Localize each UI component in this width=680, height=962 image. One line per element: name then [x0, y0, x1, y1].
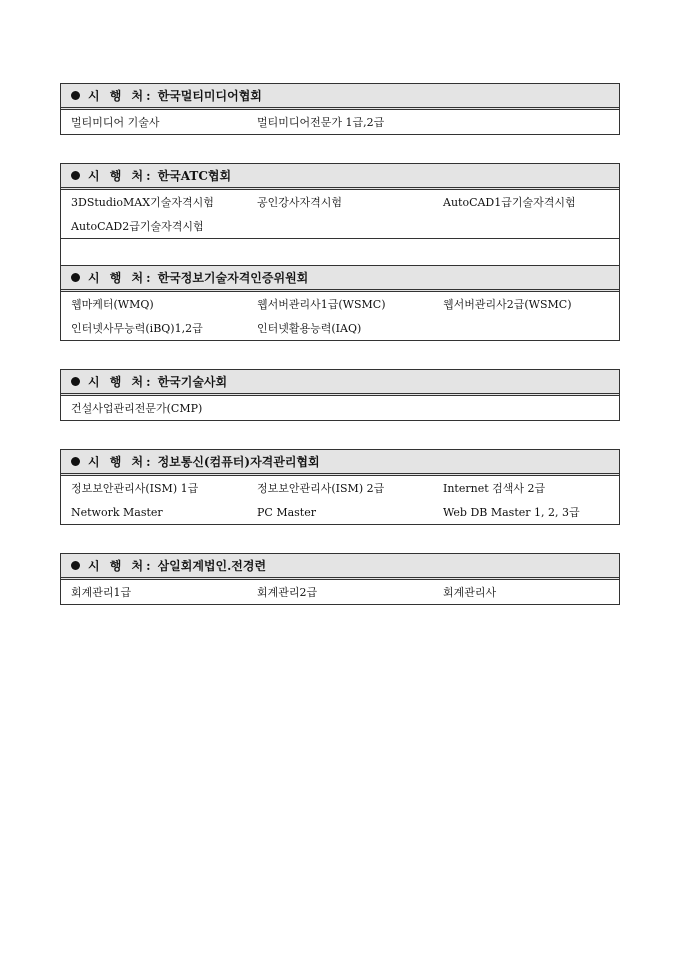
table-cell: AutoCAD1급기술자격시험 [443, 196, 576, 209]
org-name: 한국ATC협회 [157, 169, 232, 183]
table-cell: 회계관리1급 [71, 586, 132, 599]
table-cell: 멀티미디어 기술사 [71, 116, 160, 129]
table-cell: 인터넷활용능력(IAQ) [257, 322, 362, 335]
table-cell: 건설사업관리전문가(CMP) [71, 402, 203, 415]
org-name: 한국정보기술자격인증위원회 [157, 271, 309, 285]
section-block [60, 553, 620, 605]
table-cell: 웹마케터(WMQ) [71, 298, 154, 311]
header-label: 시 행 처: [88, 271, 154, 285]
table-cell: PC Master [257, 505, 316, 519]
empty-row [61, 238, 619, 266]
table-cell: 정보보안관리사(ISM) 2급 [257, 482, 385, 495]
table-cell: 웹서버관리사2급(WSMC) [443, 298, 572, 311]
header-label: 시 행 처: [88, 89, 154, 103]
table-row [61, 214, 619, 238]
header-label: 시 행 처: [88, 169, 154, 183]
section-header [61, 450, 619, 476]
section-block [60, 83, 620, 135]
org-name: 한국멀티미디어협회 [157, 89, 262, 103]
table-cell: 정보보안관리사(ISM) 1급 [71, 482, 199, 495]
header-label: 시 행 처: [88, 455, 154, 469]
table-cell: AutoCAD2급기술자격시험 [71, 220, 204, 233]
section-block [60, 449, 620, 525]
bullet-icon [71, 561, 80, 570]
table-cell: 멀티미디어전문가 1급,2급 [257, 116, 385, 129]
table-row [61, 110, 619, 134]
table-cell: Internet 검색사 2급 [443, 482, 546, 495]
table-cell: Network Master [71, 505, 163, 519]
org-name: 한국기술사회 [157, 375, 228, 389]
table-cell: 회계관리2급 [257, 586, 318, 599]
section-block [60, 369, 620, 421]
bullet-icon [71, 171, 80, 180]
bullet-icon [71, 91, 80, 100]
bullet-icon [71, 377, 80, 386]
header-label: 시 행 처: [88, 375, 154, 389]
section-header [61, 266, 619, 292]
document-page [60, 83, 620, 633]
table-row [61, 580, 619, 604]
table-row [61, 190, 619, 214]
table-row [61, 316, 619, 340]
section-header [61, 84, 619, 110]
table-cell: 인터넷사무능력(iBQ)1,2급 [71, 322, 203, 335]
table-row [61, 500, 619, 524]
table-cell: Web DB Master 1, 2, 3급 [443, 506, 580, 519]
section-header [61, 370, 619, 396]
table-row [61, 476, 619, 500]
table-cell: 웹서버관리사1급(WSMC) [257, 298, 386, 311]
table-cell: 회계관리사 [443, 586, 497, 599]
org-name: 삼일회계법인.전경련 [157, 559, 267, 573]
bullet-icon [71, 457, 80, 466]
table-cell: 3DStudioMAX기술자격시험 [71, 196, 214, 209]
table-cell: 공인강사자격시험 [257, 196, 343, 209]
header-label: 시 행 처: [88, 559, 154, 573]
section-header [61, 164, 619, 190]
section-block [60, 163, 620, 341]
section-header [61, 554, 619, 580]
bullet-icon [71, 273, 80, 282]
org-name: 정보통신(컴퓨터)자격관리협회 [157, 455, 320, 469]
table-row [61, 292, 619, 316]
table-row [61, 396, 619, 420]
